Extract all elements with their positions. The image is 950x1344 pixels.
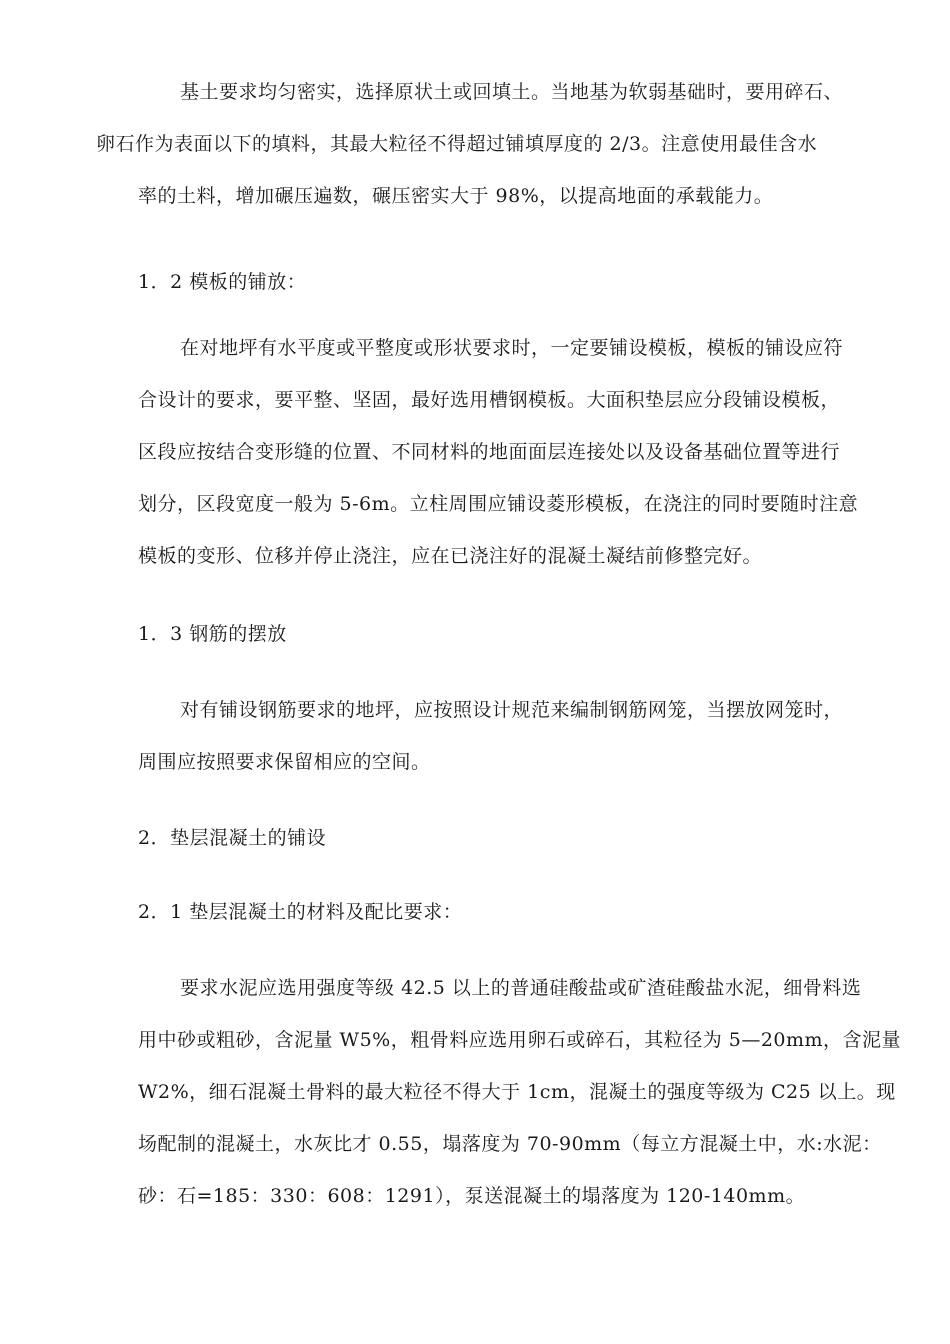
text-line: 用中砂或粗砂，含泥量 W5%，粗骨料应选用卵石或碎石，其粒径为 5—20mm，含泥量 (138, 1029, 902, 1051)
text-line: 场配制的混凝土，水灰比才 0.55，塌落度为 70-90mm（每立方混凝土中，水:水泥： (138, 1133, 882, 1155)
text-line: 率的土料，增加碾压遍数，碾压密实大于 98%，以提高地面的承载能力。 (138, 185, 774, 207)
section-heading-2: 2．垫层混凝土的铺设 (138, 827, 327, 849)
text-line: 卵石作为表面以下的填料，其最大粒径不得超过铺填厚度的 2/3。注意使用最佳含水 (96, 133, 818, 155)
text-line: 对有铺设钢筋要求的地坪，应按照设计规范来编制钢筋网笼，当摆放网笼时， (180, 699, 844, 721)
text-line: 基土要求均匀密实，选择原状土或回填土。当地基为软弱基础时，要用碎石、 (180, 81, 844, 103)
section-heading-1-3: 1．3 钢筋的摆放 (138, 623, 287, 645)
text-line: 周围应按照要求保留相应的空间。 (138, 751, 431, 773)
text-line: 合设计的要求，要平整、坚固，最好选用槽钢模板。大面积垫层应分段铺设模板， (138, 389, 841, 411)
paragraph-formwork (138, 322, 888, 582)
paragraph-foundation-soil (96, 66, 888, 222)
paragraph-concrete-materials (138, 962, 902, 1222)
paragraph-rebar (138, 684, 888, 788)
text-line: 在对地坪有水平度或平整度或形状要求时，一定要铺设模板，模板的铺设应符 (180, 337, 844, 359)
text-line: 要求水泥应选用强度等级 42.5 以上的普通硅酸盐或矿渣硅酸盐水泥，细骨料选 (180, 977, 862, 999)
text-line: W2%，细石混凝土骨料的最大粒径不得大于 1cm，混凝土的强度等级为 C25 以上。现 (138, 1081, 896, 1103)
text-line: 划分，区段宽度一般为 5-6m。立柱周围应铺设菱形模板，在浇注的同时要随时注意 (138, 493, 859, 515)
text-line: 砂：石=185：330：608：1291），泵送混凝土的塌落度为 120-140mm。 (138, 1185, 806, 1207)
text-line: 区段应按结合变形缝的位置、不同材料的地面面层连接处以及设备基础位置等进行 (138, 441, 841, 463)
section-heading-1-2: 1．2 模板的铺放： (138, 271, 307, 293)
section-heading-2-1: 2．1 垫层混凝土的材料及配比要求： (138, 901, 463, 923)
text-line: 模板的变形、位移并停止浇注，应在已浇注好的混凝土凝结前修整完好。 (138, 545, 763, 567)
